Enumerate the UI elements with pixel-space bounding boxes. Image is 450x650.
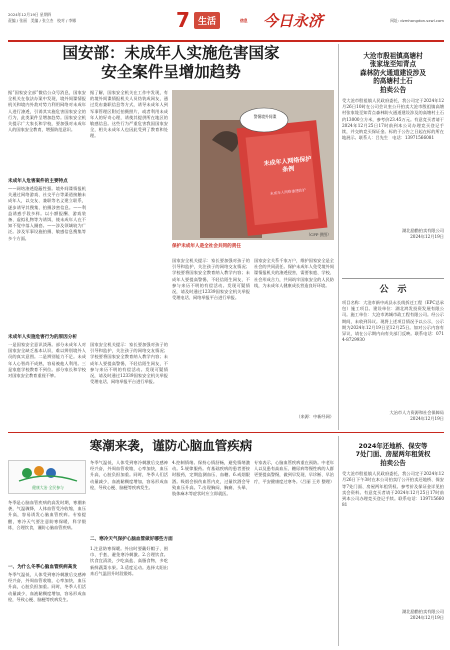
lead-headline: [8, 44, 334, 84]
notice-1-title1: 大沧市殷祖镇高塘村: [363, 52, 423, 60]
photo-caption: （CFP 供图）: [306, 232, 331, 237]
notice-3-date: 2024年12月19日: [410, 615, 444, 621]
lead-col2-upper: 据了解，国家安全机关在工作中发现，有的境外间谍情报机关人员伪装成网友，通过发布兼职信息等方式，诱导未成年人到军事管理区附近拍摄照片，或者利用未成年人的好奇心理，诱使其提供所在地区的敏感信息。这些行为严重危害我国国家安全，相关未成年人也因此受到了教育和处理。: [90, 90, 168, 139]
page-number: 7: [176, 8, 190, 32]
notice-3-body: 受大沧市殷祖镇人民政府委托，我公司定于2024年12月26日下午3时在本公司拍卖厅公开拍卖还地桥、保安等7处门面、房屋两年租赁权。参考价及保证金详见拍卖会资料。有意竞买者请于2024年12月25日17时前到本公司办理竞买登记手续。联系电话：13971566081: [342, 471, 444, 508]
feature-col1b: 冬季气温低，人体受到寒冷刺激后交感神经兴奋，外周血管收缩，心率加快，血压升高，心脏负担加重。同时，冬季人们活动量减少，血液黏稠度增加，容易形成血栓，导致心梗、脑梗等疾病发生。: [90, 460, 168, 490]
notice-3-company: 湖北励勤拍卖有限公司: [402, 609, 444, 615]
feature-intro: 冬季是心脑血管疾病的高发时期，寒潮来袭，气温骤降，人体血管受冷收缩，血压升高，容易诱发心脑血管疾病。专家提醒，寒冷天气要注意防寒保暖，科学锻炼，合理饮食，谨防心脑血管疾病。: [8, 500, 86, 530]
lead-col1: 据“国家安全部”微信公众号消息，国家安全机关在依法办案中发现，境外间谍情报机关和境内外敌对势力利用网络对未成年人进行渗透，引诱其实施危害国家安全的行为，此类案件呈增加趋势。国家安全机关提示广大家长和学校，要加强对未成年人的国家安全教育，增强防范意识。: [8, 90, 86, 133]
page-header: [8, 4, 444, 40]
feature-col3: 4.控制情绪。保持心情舒畅，避免情绪激动。5.规律服药。有基础疾病的患者要按时服药，定期监测血压、血糖。6.戒烟限酒。吸烟会损伤血管内皮，过量饮酒会导致血压升高。7.出现胸闷、胸痛、头晕、肢体麻木等症状时应立即就医。: [172, 460, 250, 497]
lead-sub3: 保护未成年人是全社会共同的责任: [172, 244, 241, 249]
notice-1-title4: 的高塘村土石: [373, 77, 413, 86]
lead-col1b: ——网络渗透隐蔽性强。境外间谍情报机关通过网络游戏、社交平台等渠道接触未成年人，以交友、兼职等名义建立联系，逐步诱导其搜集、拍摄涉密信息。——利益诱惑手段多样。以小额报酬、游戏装备、虚拟礼物等为诱饵，使未成年人在不知不觉中落入圈套。——涉及领域较为广泛。涉及军事设施拍摄、敏感信息搜集等多个方面。: [8, 186, 86, 241]
section-name: 生活: [194, 12, 220, 29]
notice-1-title2: 张家垅至知青点: [369, 60, 417, 69]
column-divider: [338, 44, 339, 430]
feature-sub2: 二、寒冷天气保护心脑血管做好哪些方面: [90, 537, 173, 542]
feature-col4: 专家表示，心脑血管疾病重在预防。中老年人以及患有高血压、糖尿病等慢性病的人群更要提高警惕，做到早发现、早诊断、早治疗，平安健康度过寒冬。（吕丽 王芳 整理）: [254, 460, 334, 484]
lead-sub2: 未成年人实施危害行为的原因分析: [8, 335, 77, 340]
notice-3-title2: 7处门面、房屋两年租赁权: [355, 450, 431, 459]
website: 网址: dzmhongdon.sxwl.com: [390, 18, 444, 23]
notice-3-title3: 拍卖公告: [380, 458, 406, 467]
column-divider-lower: [338, 436, 339, 646]
feature-title: 寒潮来袭，谨防心脑血管疾病: [89, 438, 253, 453]
notice-2-title: 公 示: [379, 285, 407, 295]
notice-3: [342, 438, 444, 646]
paper-logo: 今日永济: [263, 12, 324, 30]
notice-1-company: 湖北励勤拍卖有限公司: [402, 228, 444, 234]
mid-divider: [8, 432, 444, 433]
feature-sub1: 一、为什么冬季心脑血管疾病高发: [8, 565, 77, 570]
notice-1-date: 2024年12月19日: [410, 234, 444, 240]
feature-col2: 1.注意防寒保暖。外出时要戴好帽子、围巾、手套，避免寒冷刺激。2.合理饮食。饮食宜清淡，少吃高盐、高脂食物，多吃新鲜蔬菜水果。3.适度运动。选择太阳出来后气温回升时段锻炼。: [90, 546, 168, 576]
photo-book-sub: 未成年人网络渗透防护: [269, 188, 307, 196]
notice-divider-1: [342, 278, 444, 279]
notice-2-body: 项目名称：大沧市新中成县永长线拆迁工程（EPC总承包）施工项目。建设单位：湖北鸿发投资发展有限公司。施工单位：大沧市鸿城市政工程有限公司。经公示期间，未收到异议。现将上述项目情况予以公示，公示期为2024年12月19日至12月25日。如对公示内容有异议，请在公示期内向有关部门反映。联系电话：0714-8729930: [342, 300, 444, 343]
lead-title-line1: 国安部：未成年人实施危害国家: [62, 44, 280, 62]
lead-col2: 一是国家安全意识淡薄。部分未成年人对国家安全缺乏基本认识，难以辨别境外人员的真实意图。二是辨别能力不足。未成年人心智尚不成熟，容易被他人利用。三是家庭学校教育不到位。部分家长和学校对国家安全教育重视不够。: [8, 342, 86, 379]
notice-1-title5: 拍卖公告: [379, 85, 407, 94]
health-logo-caption: 健康大冶 全民参与: [32, 485, 64, 490]
lead-photo: [172, 90, 334, 240]
notice-1-body: 受大沧市殷祖镇人民政府委托，我公司定于2024年12月26日10时在公司会议室公开拍卖大沧市殷祖镇高塘村张家垅至知青点森林防火通道建设涉及的高塘村土石约13000立方米，参考价23.45万元。有意竞买者请于2024年12月25日17时前到本公司办理竞买登记手续，并交纳竞买保证金。标的于公告之日起在标的所在地展示。联系人：吕先生 电话：13971566081: [342, 98, 444, 141]
section-sub: 信息: [240, 18, 248, 23]
notice-2: [342, 282, 444, 430]
health-logo-icon: [9, 461, 87, 487]
lead-title-line2: 安全案件呈增加趋势: [101, 63, 241, 81]
editor-line: 责编 / 张丽 美编 / 张立杰 校对 / 李娜: [8, 18, 77, 23]
lead-col2-lower: 国家安全机关提示：家长要加强对孩子的引导和监护，关注孩子的网络交友情况；学校要将国家安全教育纳入教学内容；未成年人要提高警惕，不轻信陌生网友，不参与来历不明的有偿活动。发现可疑情况，请及时通过12339国家安全机关举报受理电话、网络举报平台进行举报。: [90, 342, 168, 385]
health-logo: [8, 460, 86, 494]
notice-1: [342, 44, 444, 276]
notice-2-date: 2024年12月19日: [410, 416, 444, 421]
date-line: 2024年12月19日 星期四: [8, 12, 52, 17]
lead-col3: 国家安全机关提示：家长要加强对孩子的引导和监护，关注孩子的网络交友情况；学校要将国家安全教育纳入教学内容；未成年人要提高警惕，不轻信陌生网友，不参与来历不明的有偿活动。发现可疑情况，请及时通过12339国家安全机关举报受理电话、网络举报平台进行举报。: [172, 258, 250, 301]
lead-col4: 国家安全关系千家万户，维护国家安全是全社会的共同责任。保护未成年人免受境外间谍情报机关的渗透侵害，需要家庭、学校、社会形成合力，共同筑牢国家安全的人民防线，为未成年人健康成长营造良好环境。: [254, 258, 334, 288]
notice-3-title1: 2024年还地桥、保安等: [358, 442, 428, 450]
header-divider: [8, 40, 444, 42]
lead-sub1: 未成年人危害案件的主要特点: [8, 179, 68, 184]
notice-1-title3: 森林防火通道建设涉及: [360, 68, 426, 77]
photo-book-title: 未成年人网络保护条例: [263, 155, 312, 174]
notice-2-company: 大冶市人力资源和社会保障局: [389, 410, 444, 415]
feature-col1: 冬季气温低，人体受到寒冷刺激后交感神经兴奋，外周血管收缩，心率加快，血压升高，心脏负担加重。同时，冬季人们活动量减少，血液黏稠度增加，容易形成血栓，导致心梗、脑梗等疾病发生。: [8, 572, 86, 602]
photo-bubble-text: 警惕境外间谍: [253, 114, 277, 119]
lead-source: （来源：中新经网）: [296, 414, 334, 419]
